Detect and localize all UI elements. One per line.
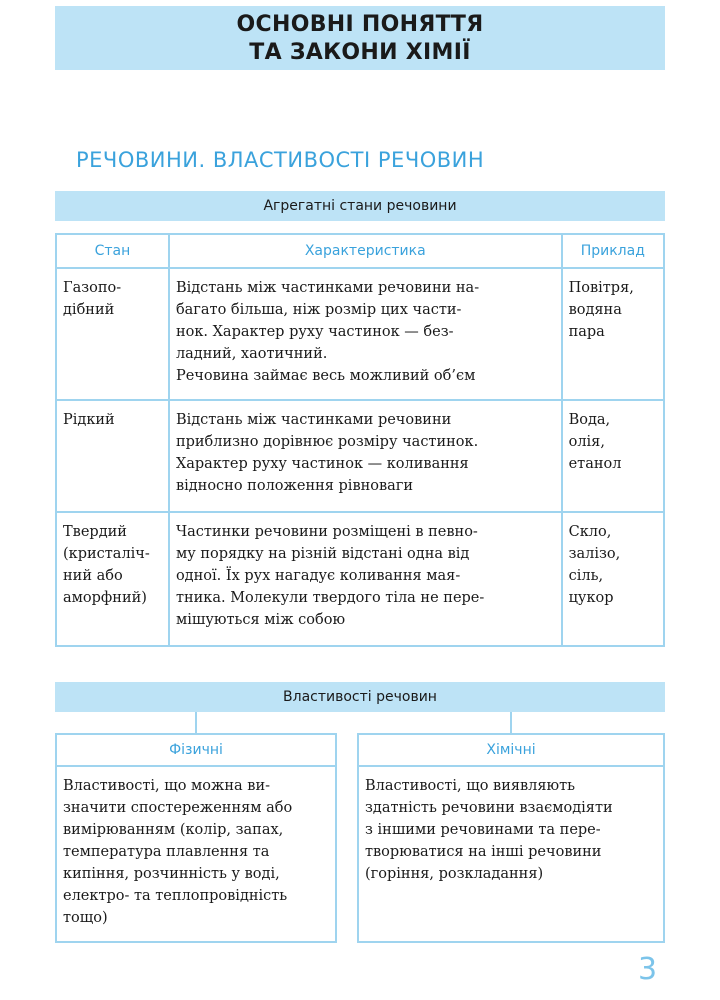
text-line: вимірюванням (колір, запах, xyxy=(63,822,284,838)
text-line: етанол xyxy=(568,456,622,472)
chapter-title-line2: ТА ЗАКОНИ ХІМІЇ xyxy=(249,40,471,65)
page-number: 3 xyxy=(638,952,658,987)
header-description: Характеристика xyxy=(169,234,562,268)
text-line: мішуються між собою xyxy=(175,612,346,628)
cell-description xyxy=(169,268,562,400)
chapter-title xyxy=(55,6,665,70)
physical-properties-title: Фізичні xyxy=(57,735,335,767)
text-line: Властивості, що можна ви- xyxy=(63,778,271,794)
text-line: з іншими речовинами та пере- xyxy=(365,822,601,838)
text-line: ладний, хаотичний. xyxy=(175,346,328,362)
table-row xyxy=(56,512,664,646)
text-line: багато більша, ніж розмір цих части- xyxy=(175,302,462,318)
text-line: творюватися на інші речовини xyxy=(365,844,602,860)
connector-line-left xyxy=(195,712,197,733)
text-line: Вода, xyxy=(568,412,611,428)
header-example: Приклад xyxy=(562,234,664,268)
cell-state xyxy=(56,268,169,400)
cell-state xyxy=(56,512,169,646)
cell-state xyxy=(56,400,169,512)
text-line: Газопо- xyxy=(63,280,122,296)
header-state: Стан xyxy=(56,234,169,268)
text-line: електро- та теплопровідність xyxy=(63,888,288,904)
section-title: РЕЧОВИНИ. ВЛАСТИВОСТІ РЕЧОВИН xyxy=(76,148,485,172)
cell-example xyxy=(562,268,664,400)
text-line: кипіння, розчинність у воді, xyxy=(63,866,280,882)
physical-properties-box xyxy=(55,733,337,943)
text-line: цукор xyxy=(568,590,614,606)
text-line: Повітря, xyxy=(568,280,634,296)
cell-description xyxy=(169,512,562,646)
table-row xyxy=(56,268,664,400)
text-line: нок. Характер руху частинок — без- xyxy=(175,324,454,340)
text-line: пара xyxy=(568,324,605,340)
text-line: (кристаліч- xyxy=(63,546,150,562)
text-line: здатність речовини взаємодіяти xyxy=(365,800,613,816)
text-line: Частинки речовини розміщені в певно- xyxy=(175,524,478,540)
text-line: значити спостереженням або xyxy=(63,800,293,816)
chapter-title-line1: ОСНОВНІ ПОНЯТТЯ xyxy=(236,12,484,37)
properties-caption: Властивості речовин xyxy=(55,682,665,712)
connector-line-right xyxy=(510,712,512,733)
text-line: Речовина займає весь можливий об’єм xyxy=(175,368,476,384)
text-line: одної. Їх рух нагадує коливання мая- xyxy=(175,568,461,584)
text-line: му порядку на різній відстані одна від xyxy=(175,546,470,562)
table-header-row xyxy=(56,234,664,268)
text-line: відносно положення рівноваги xyxy=(175,478,414,494)
text-line: Характер руху частинок — коливання xyxy=(175,456,469,472)
text-line: Скло, xyxy=(568,524,612,540)
text-line: тощо) xyxy=(63,910,108,926)
text-line: дібний xyxy=(63,302,115,318)
text-line: Відстань між частинками речовини на- xyxy=(175,280,480,296)
text-line: Властивості, що виявляють xyxy=(365,778,576,794)
table-row xyxy=(56,400,664,512)
cell-example xyxy=(562,512,664,646)
text-line: олія, xyxy=(568,434,605,450)
states-table-caption: Агрегатні стани речовини xyxy=(55,191,665,221)
text-line: ний або xyxy=(63,568,123,584)
text-line: Рідкий xyxy=(63,412,115,428)
text-line: приблизно дорівнює розміру частинок. xyxy=(175,434,479,450)
text-line: сіль, xyxy=(568,568,604,584)
text-line: (горіння, розкладання) xyxy=(365,866,544,882)
chemical-properties-title: Хімічні xyxy=(359,735,663,767)
text-line: Твердий xyxy=(63,524,127,540)
text-line: Відстань між частинками речовини xyxy=(175,412,452,428)
text-line: температура плавлення та xyxy=(63,844,270,860)
text-line: водяна xyxy=(568,302,622,318)
cell-example xyxy=(562,400,664,512)
states-table xyxy=(55,233,665,647)
text-line: аморфний) xyxy=(63,590,147,606)
text-line: тника. Молекули твердого тіла не пере- xyxy=(175,590,485,606)
cell-description xyxy=(169,400,562,512)
text-line: залізо, xyxy=(568,546,621,562)
chemical-properties-box xyxy=(357,733,665,943)
